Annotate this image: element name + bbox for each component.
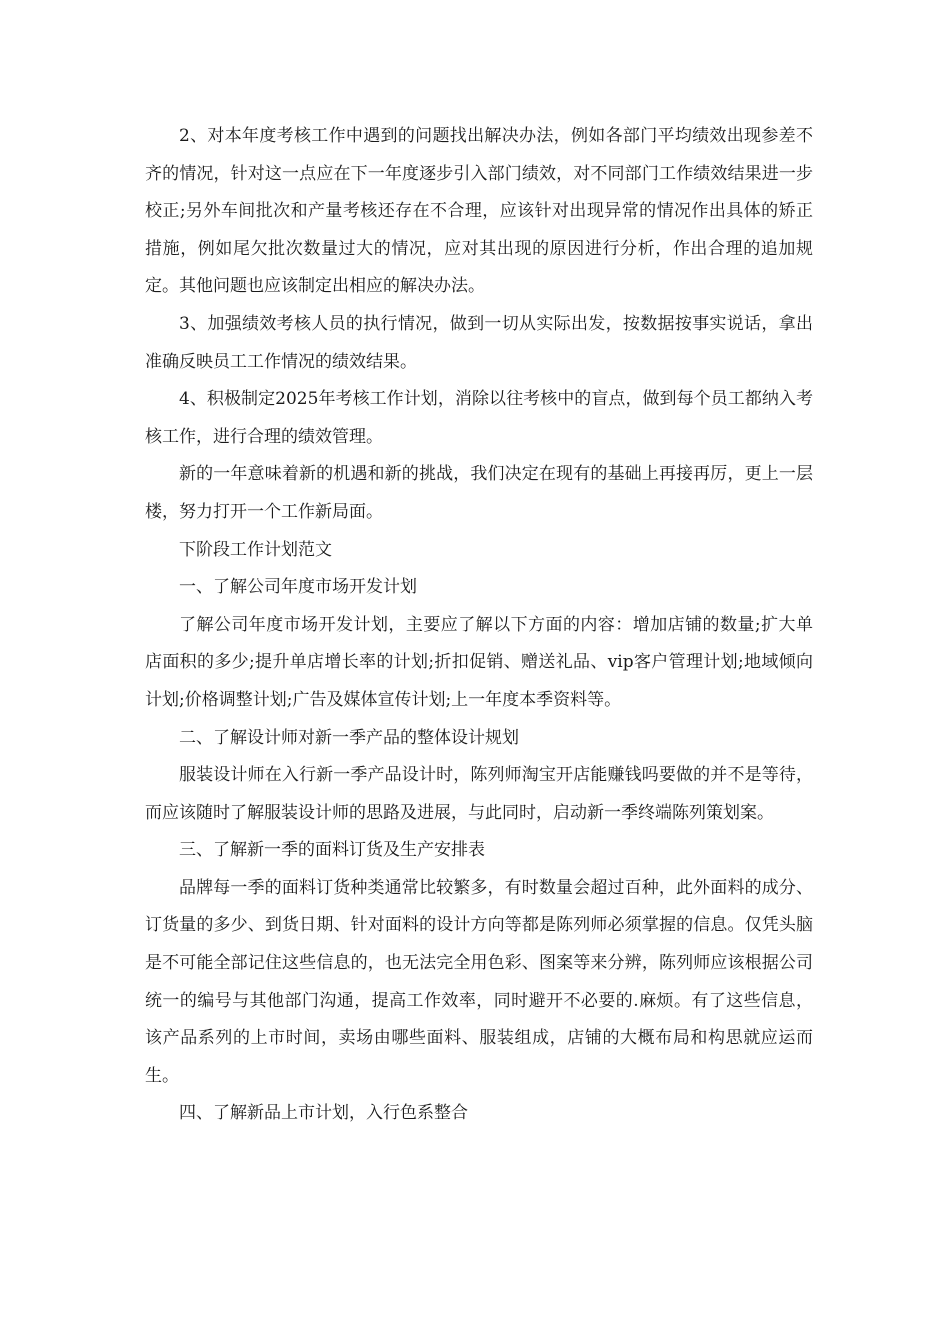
heading-two: 二、了解设计师对新一季产品的整体设计规划 — [179, 727, 519, 748]
paragraph-item-4: 4、积极制定2025年考核工作计划，消除以往考核中的盲点，做到每个员工都纳入考核工作，进行合理的绩效管理。 — [145, 389, 813, 447]
document-body — [145, 118, 813, 1133]
paragraph-market-plan: 了解公司年度市场开发计划，主要应了解以下方面的内容：增加店铺的数量;扩大单店面积的多少;提升单店增长率的计划;折扣促销、赠送礼品、vip客户管理计划;地域倾向计划;价格调整计划;广告及媒体宣传计划;上一年度本季资料等。 — [145, 614, 813, 710]
paragraph-new-year: 新的一年意味着新的机遇和新的挑战，我们决定在现有的基础上再接再厉，更上一层楼，努力打开一个工作新局面。 — [145, 464, 813, 522]
heading-one: 一、了解公司年度市场开发计划 — [179, 577, 417, 598]
paragraph-item-3: 3、加强绩效考核人员的执行情况，做到一切从实际出发，按数据按事实说话，拿出准确反映员工工作情况的绩效结果。 — [145, 313, 813, 372]
paragraph-designer: 服装设计师在入行新一季产品设计时，陈列师淘宝开店能赚钱吗要做的并不是等待，而应该随时了解服装设计师的思路及进展，与此同时，启动新一季终端陈列策划案。 — [145, 765, 813, 823]
section-title: 下阶段工作计划范文 — [179, 539, 332, 560]
heading-three: 三、了解新一季的面料订货及生产安排表 — [179, 840, 485, 861]
paragraph-fabric: 品牌每一季的面料订货种类通常比较繁多，有时数量会超过百种，此外面料的成分、订货量的多少、到货日期、针对面料的设计方向等都是陈列师必须掌握的信息。仅凭头脑是不可能全部记住这些信息的，也无法完全用色彩、图案等来分辨，陈列师应该根据公司统一的编号与其他部门沟通，提高工作效率，同时避开不必要的.麻烦。有了这些信息，该产品系列的上市时间，卖场由哪些面料、服装组成，店铺的大概布局和构思就应运而生。 — [145, 877, 813, 1086]
paragraph-item-2: 2、对本年度考核工作中遇到的问题找出解决办法，例如各部门平均绩效出现参差不齐的情况，针对这一点应在下一年度逐步引入部门绩效，对不同部门工作绩效结果进一步校正;另外车间批次和产量考核还存在不合理，应该针对出现异常的情况作出具体的矫正措施，例如尾欠批次数量过大的情况，应对其出现的原因进行分析，作出合理的追加规定。其他问题也应该制定出相应的解决办法。 — [145, 126, 813, 297]
heading-four: 四、了解新品上市计划，入行色系整合 — [179, 1103, 468, 1124]
